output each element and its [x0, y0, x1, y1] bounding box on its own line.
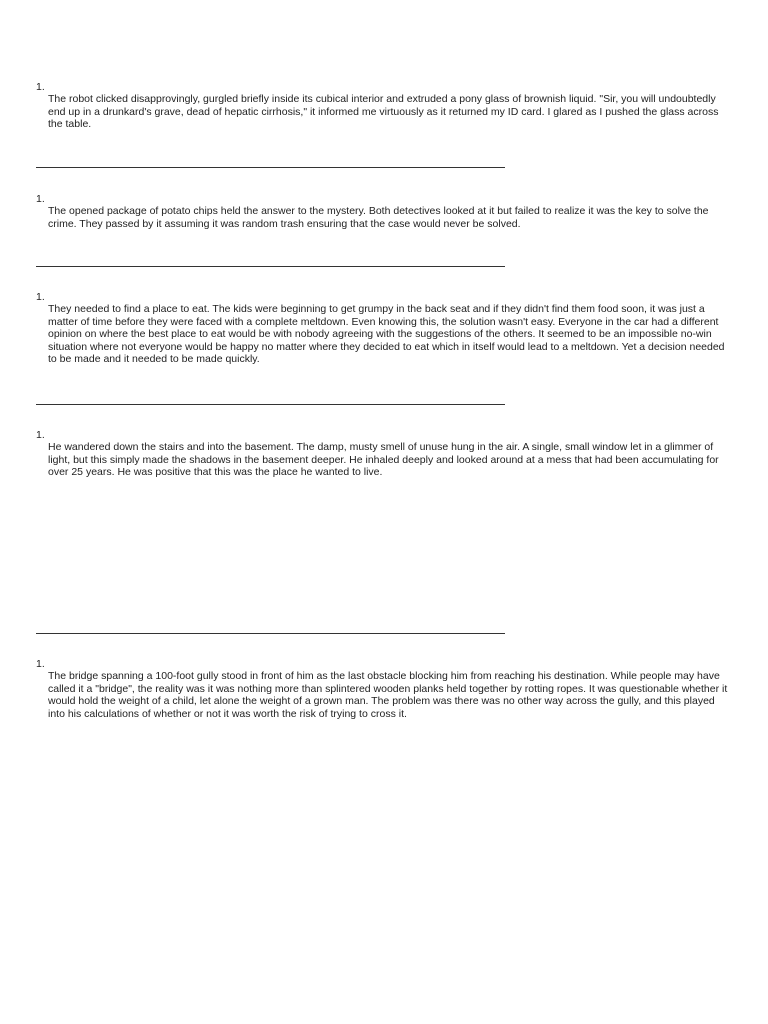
item-number: 1. [36, 193, 45, 205]
item-paragraph: The opened package of potato chips held the answer to the mystery. Both detectives looked at it but failed to realize it was the key to solve the crime. They passed by it assuming it was random trash ensuring that the case would never be solved. [48, 205, 709, 230]
item-paragraph: He wandered down the stairs and into the basement. The damp, musty smell of unuse hung in the air. A single, small window let in a glimmer of light, but this simply made the shadows in the basement deeper. He inhaled deeply and looked around at a mess that had been accumulating for over 25 years. He was positive that this was the place he wanted to live. [48, 441, 719, 479]
item-paragraph: The robot clicked disapprovingly, gurgled briefly inside its cubical interior and extruded a pony glass of brownish liquid. "Sir, you will undoubtedly end up in a drunkard's grave, dead of hepatic cirrhosis," it informed me virtuously as it returned my ID card. I glared as I pushed the glass across the table. [48, 93, 719, 131]
item-number: 1. [36, 658, 45, 670]
list-item [36, 291, 736, 366]
answer-line [36, 167, 505, 168]
answer-line [36, 404, 505, 405]
item-number: 1. [36, 429, 45, 441]
item-paragraph: The bridge spanning a 100-foot gully stood in front of him as the last obstacle blocking him from reaching his destination. While people may have called it a "bridge", the reality was it was nothing more than splintered wooden planks held together by rotting ropes. It was questionable whether it would hold the weight of a child, let alone the weight of a grown man. The problem was there was no other way across the gully, and this played into his calculations of whether or not it was worth the risk of trying to cross it. [48, 670, 728, 720]
answer-line [36, 266, 505, 267]
item-paragraph: They needed to find a place to eat. The kids were beginning to get grumpy in the back seat and if they didn't find them food soon, it was just a matter of time before they were faced with a complete meltdown. Even knowing this, the solution wasn't easy. Everyone in the car had a different opinion on where the best place to eat would be with nobody agreeing with the suggestions of the others. It seemed to be an impossible no-win situation where not everyone would be happy no matter where they decided to eat which in itself would lead to a meltdown. Yet a decision needed to be made and it needed to be made quickly. [48, 303, 725, 366]
list-item [36, 81, 736, 131]
item-number: 1. [36, 81, 45, 93]
list-item [36, 429, 736, 479]
list-item [36, 193, 736, 230]
answer-line [36, 633, 505, 634]
item-number: 1. [36, 291, 45, 303]
list-item [36, 658, 736, 720]
